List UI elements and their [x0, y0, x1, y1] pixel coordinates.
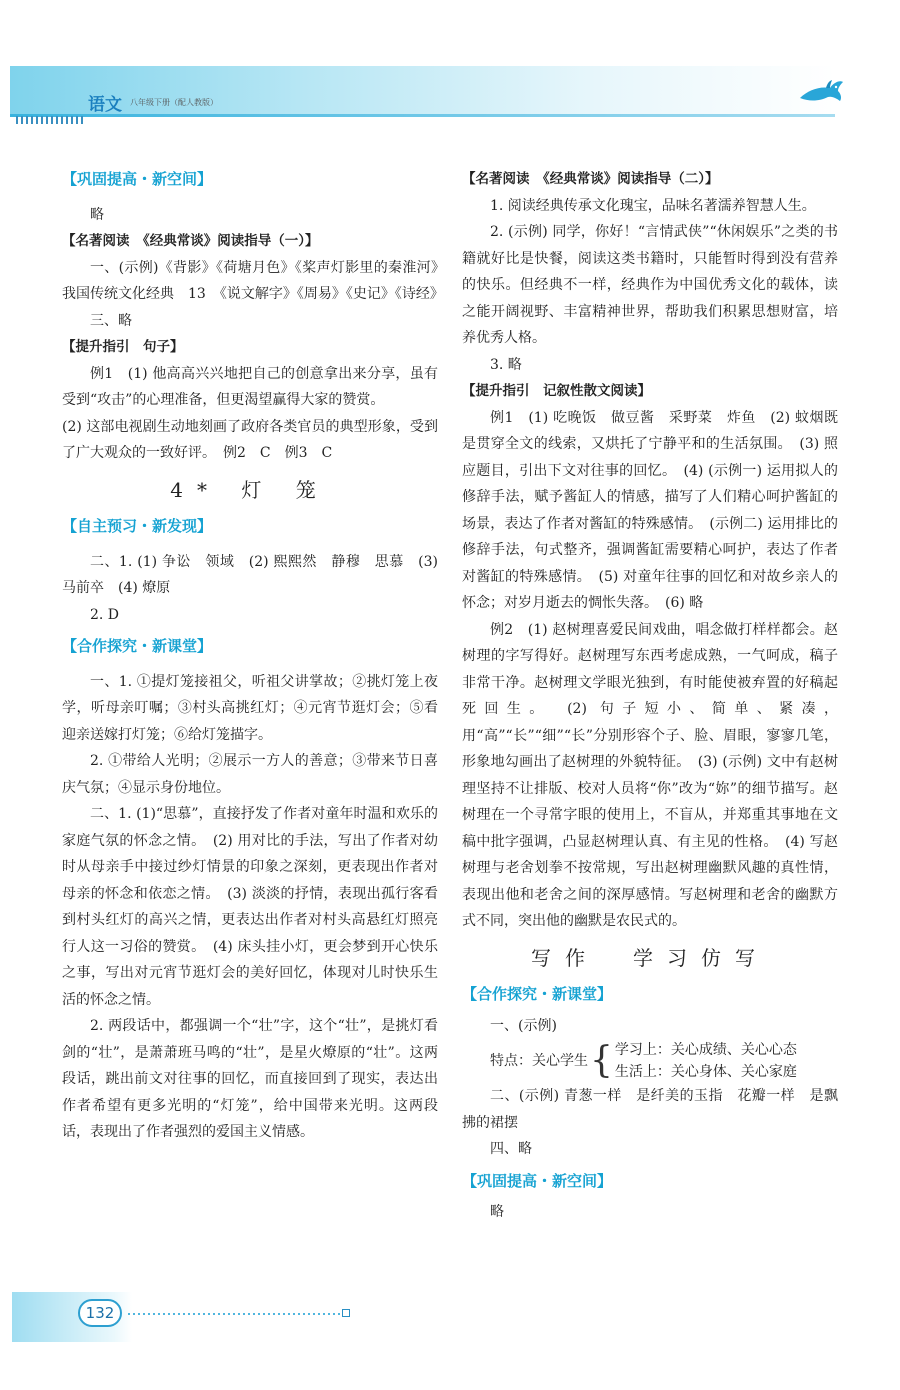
- answer-text: 2. ①带给人光明；②展示一方人的善意；③带来节日喜庆气氛；④显示身份地位。: [62, 753, 438, 796]
- trait-label: 特点：关心学生: [490, 1052, 588, 1069]
- answer-text: 2. D: [90, 606, 120, 623]
- answer-text: 2. (示例) 同学，你好！“言情武侠”“休闲娱乐”之类的书籍就好比是快餐，阅读这类书籍时，只能暂时得到没有营养的快乐。但经典不一样，经典作为中国优秀文化的载体，读之能开阔视野、丰富精神世界，帮助我们积累思想财富，培养优秀人格。: [462, 224, 838, 346]
- answer-text: 一、1. ①提灯笼接祖父，听祖父讲掌故；②挑灯笼上夜学，听母亲叮嘱；③村头高挑红灯；④元宵节逛灯会；⑤看迎亲送嫁打灯笼；⑥给灯笼描字。: [62, 673, 438, 743]
- trait-item: 生活上：关心身体、关心家庭: [614, 1064, 797, 1080]
- lesson-title: 写作 学习仿写: [531, 945, 769, 970]
- answer-text: 二、1. (1) 争讼 领域 (2) 熙熙然 静穆 思慕 (3) 马前卒 (4) 燎原: [62, 553, 438, 596]
- section-tag: 【自主预习・新发现】: [62, 517, 213, 535]
- section-heading: 【名著阅读 《经典常谈》阅读指导（二）】: [462, 171, 719, 187]
- answer-text: 二、(示例) 青葱一样 是纤美的玉指 花瓣一样 是飘拂的裙摆: [462, 1088, 838, 1131]
- answer-text: 3. 略: [490, 356, 522, 373]
- footer-square: [342, 1309, 350, 1317]
- left-column: [62, 166, 452, 1146]
- answer-text: 例2 (1) 赵树理喜爱民间戏曲，唱念做打样样都会。赵树理的字写得好。赵树理写东西考虑成熟，一气呵成，稿子非常干净。赵树理文学眼光独到，有时能使被弃置的好稿起死回生。 (2) 句子短小、简单、紧凑，用“高”“长”“细”“长”分别形容个子、脸、眉眼，寥寥几笔，形象地勾画出了赵树理的外貌特征。 (3) (示例) 文中有赵树理坚持不让排版、校对人员将“你”改为“妳”的细节描写。赵树理在一个寻常字眼的使用上，不盲从，并郑重其事地在文稿中批字强调，凸显赵树理认真、有主见的性格。 (4) 写赵树理与老舍划拳不按常规，写出赵树理幽默风趣的真性情，表现出他和老舍之间的深厚感情。写赵树理和老舍的幽默方式不同，突出他的幽默是农民式的。: [462, 621, 838, 929]
- dolphin-icon: [796, 72, 846, 112]
- answer-text: 一、(示例): [490, 1017, 557, 1034]
- answer-text: 2. 两段话中，都强调一个“壮”字，这个“壮”，是挑灯看剑的“壮”，是萧萧班马鸣的“壮”，是星火燎原的“壮”。这两段话，跳出前文对往事的回忆，而直接回到了现实，表达出作者希望有更多光明的“灯笼”，给中国带来光明。这两段话，表现出了作者强烈的爱国主义情感。: [62, 1018, 438, 1140]
- right-column: [462, 166, 838, 1226]
- section-tag: 【合作探究・新课堂】: [62, 637, 213, 655]
- page-header: [10, 66, 835, 124]
- section-heading: 【名著阅读 《经典常谈》阅读指导（一）】: [62, 233, 319, 249]
- answer-text: 例1 (1) 吃晚饭 做豆酱 采野菜 炸鱼 (2) 蚊烟既是贯穿全文的线索，又烘托了宁静平和的生活氛围。 (3) 照应题目，引出下文对往事的回忆。 (4) (示例一) 运用拟人的修辞手法，赋予酱缸人的情感，描写了人们精心呵护酱缸的场景，表达了作者对酱缸的特殊感情。 (示例二) 运用排比的修辞手法，句式整齐，强调酱缸需要精心呵护，表达了作者对酱缸的特殊感情。 (5) 对童年往事的回忆和对故乡亲人的怀念；对岁月逝去的惆怅失落。 (6) 略: [462, 409, 838, 611]
- answer-text: 例1 (1) 他高高兴兴地把自己的创意拿出来分享，虽有受到“攻击”的心理准备，但更渴望赢得大家的赞赏。: [62, 365, 438, 408]
- answer-text: 一、(示例)《背影》《荷塘月色》《桨声灯影里的秦淮河》 我国传统文化经典 13 《说文解字》《周易》《史记》《诗经》: [62, 259, 452, 302]
- lesson-title: 4* 灯 笼: [170, 477, 330, 502]
- trait-diagram: [462, 1039, 838, 1083]
- answer-text: 三、略: [90, 312, 132, 329]
- header-subject: 语文: [88, 95, 122, 115]
- answer-text: (2) 这部电视剧生动地刻画了政府各类官员的典型形象，受到了广大观众的一致好评。 例2 C 例3 C: [62, 418, 438, 461]
- answer-text: 四、略: [490, 1141, 532, 1157]
- answer-text: 略: [490, 1204, 504, 1220]
- footer-dots: [128, 1313, 340, 1315]
- section-tag: 【巩固提高・新空间】: [462, 1171, 613, 1190]
- section-heading: 【提升指引 句子】: [62, 339, 184, 355]
- page-number: 132: [78, 1299, 122, 1327]
- brace: {: [590, 1040, 613, 1081]
- section-heading: 【提升指引 记叙性散文阅读】: [462, 383, 651, 399]
- header-subtitle: 八年级下册（配人教版）: [130, 98, 218, 107]
- answer-text: 二、1. (1)“思慕”，直接抒发了作者对童年时温和欢乐的家庭气氛的怀念之情。 (2) 用对比的手法，写出了作者对幼时从母亲手中接过纱灯情景的印象之深刻，更表现出作者对母亲的怀念和依恋之情。 (3) 淡淡的抒情，表现出孤行客看到村头红灯的高兴之情，更表达出作者对村头高悬红灯照亮行人这一习俗的赞赏。 (4) 床头挂小灯，更会梦到开心快乐之事，写出对元宵节逛灯会的美好回忆，体现对儿时快乐生活的怀念之情。: [62, 806, 438, 1008]
- section-tag: 【巩固提高・新空间】: [62, 170, 213, 188]
- trait-item: 学习上：关心成绩、关心心态: [614, 1042, 797, 1058]
- answer-text: 略: [90, 206, 104, 223]
- header-rule: [10, 114, 835, 117]
- section-tag: 【合作探究・新课堂】: [462, 985, 613, 1003]
- header-ticks: [16, 116, 86, 124]
- answer-text: 1. 阅读经典传承文化瑰宝，品味名著濡养智慧人生。: [490, 197, 816, 214]
